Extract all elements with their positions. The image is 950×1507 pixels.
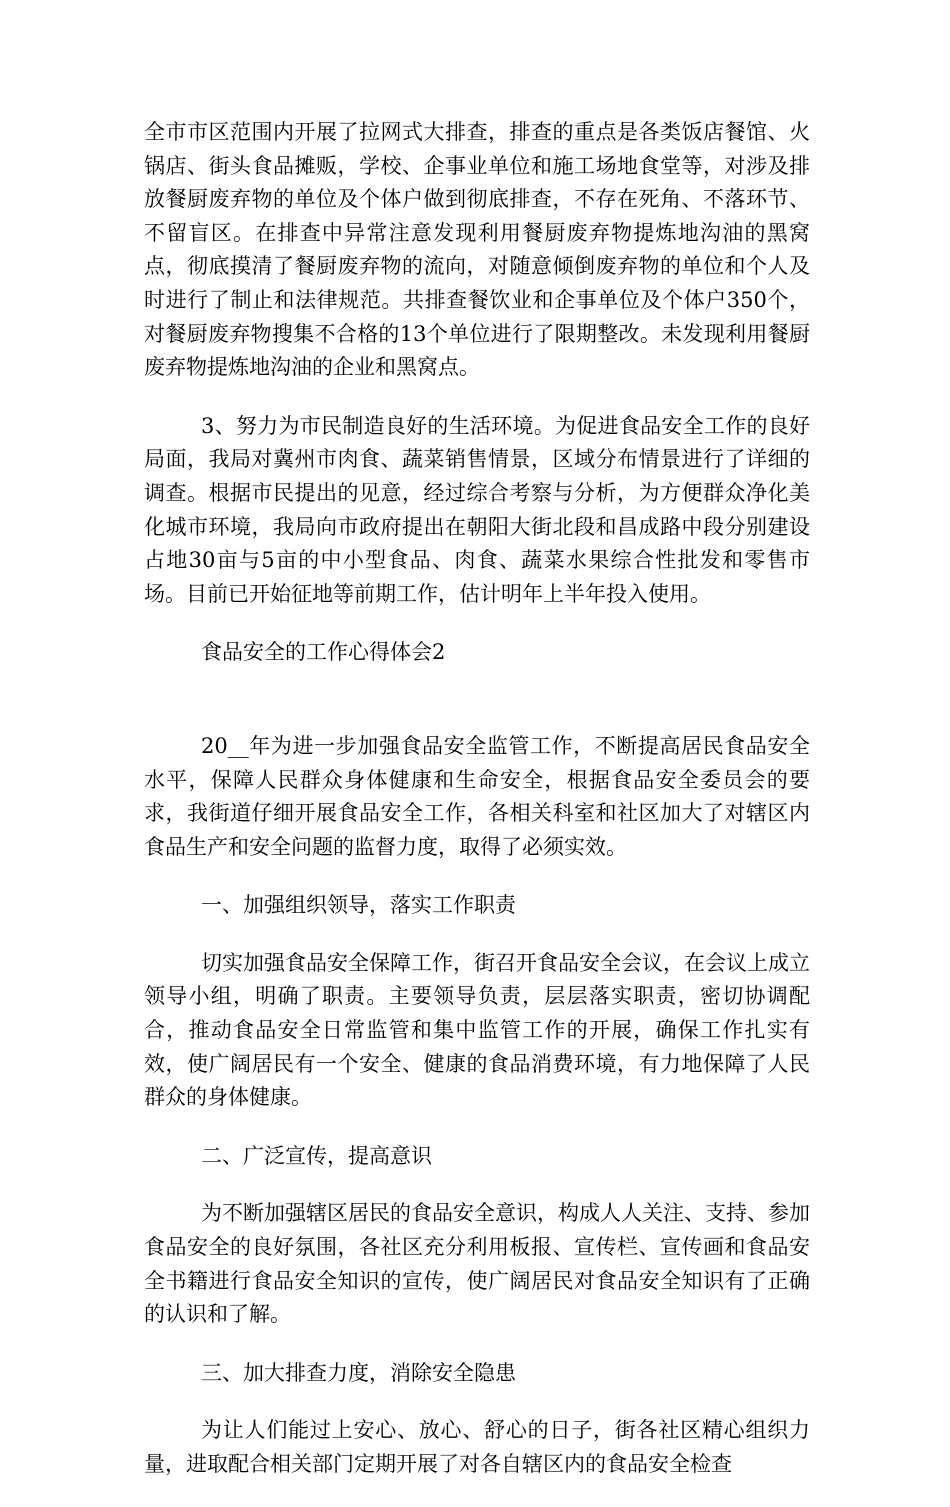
heading-organization-leadership: 一、加强组织领导，落实工作职责	[201, 893, 516, 918]
paragraph-publicity: 为不断加强辖区居民的食品安全意识，构成人人关注、支持、参加食品安全的良好氛围，各社区充分利用板报、宣传栏、宣传画和食品安全书籍进行食品安全知识的宣传，使广阔居民对食品安全知识有了正确的认识和了解。	[144, 1201, 810, 1327]
section-title-food-safety-2: 食品安全的工作心得体会2	[201, 640, 446, 665]
heading-publicity: 二、广泛宣传，提高意识	[201, 1143, 432, 1168]
paragraph-organization-leadership: 切实加强食品安全保障工作，街召开食品安全会议，在会议上成立领导小组，明确了职责。主要领导负责，层层落实职责，密切协调配合，推动食品安全日常监管和集中监管工作的开展，确保工作扎实有效，使广阔居民有一个安全、健康的食品消费环境，有力地保障了人民群众的身体健康。	[144, 950, 810, 1110]
paragraph-living-environment: 3、努力为市民制造良好的生活环境。为促进食品安全工作的良好局面，我局对冀州市肉食、蔬菜销售情景，区域分布情景进行了详细的调查。根据市民提出的见意，经过综合考察与分析，为方便群众净化美化城市环境，我局向市政府提出在朝阳大街北段和昌成路中段分别建设占地30亩与5亩的中小型食品、肉食、蔬菜水果综合性批发和零售市场。目前已开始征地等前期工作，估计明年上半年投入使用。	[144, 413, 810, 606]
paragraph-intro-2: 20__年为进一步加强食品安全监管工作，不断提高居民食品安全水平，保障人民群众身体健康和生命安全，根据食品安全委员会的要求，我街道仔细开展食品安全工作，各相关科室和社区加大了对辖区内食品生产和安全问题的监督力度，取得了必须实效。	[144, 733, 810, 859]
heading-inspection: 三、加大排查力度，消除安全隐患	[201, 1360, 516, 1385]
document-body	[144, 116, 810, 1507]
paragraph-inspection: 为让人们能过上安心、放心、舒心的日子，街各社区精心组织力量，进取配合相关部门定期开展了对各自辖区内的食品安全检查	[144, 1418, 810, 1476]
paragraph-market-inspection: 全市市区范围内开展了拉网式大排查，排查的重点是各类饭店餐馆、火锅店、街头食品摊贩，学校、企事业单位和施工场地食堂等，对涉及排放餐厨废弃物的单位及个体户做到彻底排查，不存在死角、不落环节、不留盲区。在排查中异常注意发现利用餐厨废弃物提炼地沟油的黑窝点，彻底摸清了餐厨废弃物的流向，对随意倾倒废弃物的单位和个人及时进行了制止和法律规范。共排查餐饮业和企事单位及个体户350个，对餐厨废弃物搜集不合格的13个单位进行了限期整改。未发现利用餐厨废弃物提炼地沟油的企业和黑窝点。	[144, 120, 810, 380]
